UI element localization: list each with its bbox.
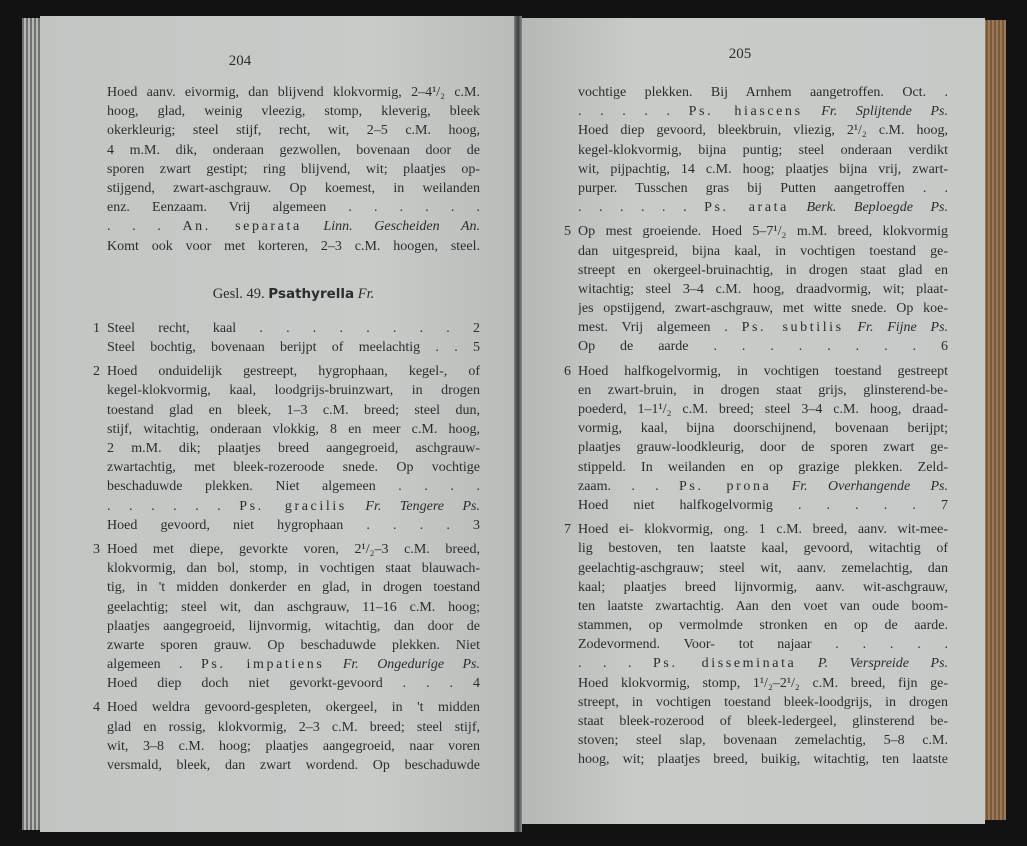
italic-text: Fr. <box>791 478 808 494</box>
key-number: 1 <box>93 320 100 336</box>
text-segment: . . . <box>107 219 183 235</box>
italic-text: Splijtende Ps. <box>855 104 948 120</box>
text-line: stijf, witachtig, onderaan vlokkig, 8 en meer c.M. hoog, <box>107 421 480 437</box>
text-line: toestand glad en bleek, 1–3 c.M. breed; steel dun, <box>107 402 480 418</box>
text-line: witachtig; steel 3–4 c.M. hoog, draadvormig, wit; plaat- <box>578 281 948 297</box>
text-line: dan uitgespreid, bijna kaal, in vochtigen toestand ge- <box>578 243 948 259</box>
genus-author: Fr. <box>357 285 375 302</box>
key-number: 3 <box>93 541 100 557</box>
text-line: Hoed onduidelijk gestreept, hygrophaan, kegel-, of <box>107 364 480 380</box>
text-line: poederd, 1–1¹/₂ c.M. breed; steel 3–4 c.M. hoog, draad- <box>578 402 948 417</box>
genus-name: Psathyrella <box>268 285 355 302</box>
page-number-left: 204 <box>228 53 252 69</box>
text-line: versmald, bleek, dan zwart wordend. Op beschaduwde <box>107 758 480 773</box>
continued-text <box>578 83 948 217</box>
text-line: Op mest groeiende. Hoed 5–7¹/₂ m.M. breed, klokvormig <box>578 224 948 240</box>
text-line: plaatjes aangegroeid, lijnvormig, witachtig, dan door de <box>107 618 480 634</box>
book-gutter <box>514 16 522 832</box>
text-segment: . . . . . <box>578 104 689 120</box>
text-line: Hoed niet halfkogelvormig . . . . . 7 <box>578 497 948 513</box>
text-line <box>578 477 948 496</box>
species-name: Ps. arata <box>704 200 789 216</box>
text-line: Hoed diep gevoord, bleekbruin, vliezig, 2¹/₂ c.M. hoog, <box>578 123 948 139</box>
text-line: Hoed klokvormig, stomp, 1¹/₂–2¹/₂ c.M. breed, fijn ge- <box>578 675 948 691</box>
italic-text: Ongedurige Ps. <box>377 657 480 673</box>
text-line <box>578 318 948 337</box>
text-line: enz. Eenzaam. Vrij algemeen . . . . . . <box>107 200 480 216</box>
text-line: geelachtig-aschgrauw; steel wit, aanv. zemelachtig, dan <box>578 560 948 576</box>
text-segment <box>381 499 400 514</box>
italic-text: Fr. <box>821 104 838 120</box>
text-line <box>107 217 480 236</box>
key-entry-1 <box>93 319 480 357</box>
text-line: stammen, op vermolmde stronken en op de aarde. <box>578 618 948 634</box>
italic-text: Berk. <box>806 200 837 216</box>
text-line: kegel-klokvormig, kaal, loodgrijs-bruinzwart, in drogen <box>107 383 480 399</box>
text-segment <box>347 499 366 514</box>
text-line <box>578 102 948 121</box>
text-line: beschaduwde plekken. Niet algemeen . . . . <box>107 479 480 495</box>
italic-text: Linn. <box>323 219 353 235</box>
text-line: stippeld. In weilanden en op grazige plekken. Zeld- <box>578 459 948 475</box>
key-number: 5 <box>564 224 571 240</box>
text-line: Hoed aanv. eivormig, dan blijvend klokvormig, 2–4¹/₂ c.M. <box>107 85 480 100</box>
species-name: Ps. hiascens <box>688 104 803 120</box>
continued-text <box>107 83 480 256</box>
text-segment <box>837 104 856 119</box>
text-line <box>107 655 480 674</box>
text-line: Hoed ei- klokvormig, ong. 1 c.M. breed, aanv. wit-mee- <box>578 522 948 538</box>
text-line: 4 m.M. dik, onderaan gezwollen, bovenaan door de <box>107 142 480 158</box>
text-line <box>578 198 948 217</box>
text-line: okerkleurig; steel stijf, recht, wit, 2–5 c.M. hoog, <box>107 123 480 139</box>
text-line: Op de aarde . . . . . . . . 6 <box>578 339 948 355</box>
text-segment <box>302 219 324 234</box>
right-page-edges <box>984 20 1006 820</box>
key-entry-4 <box>93 698 480 775</box>
text-segment <box>353 219 375 234</box>
text-line: Hoed weldra gevoord-gespleten, okergeel, in 't midden <box>107 700 480 716</box>
text-segment <box>844 320 858 335</box>
text-line: staat bleek-rozerood of bleek-ledergeel, glinsterend be- <box>578 714 948 729</box>
text-line: sporen zwart gestipt; ring blijvend, wit; plaatjes op- <box>107 161 480 177</box>
text-line: stoven; steel slap, bovenaan zemelachtig, 5–8 c.M. <box>578 733 948 749</box>
italic-text: P. <box>817 656 829 672</box>
text-segment <box>789 200 807 215</box>
left-page-text <box>93 83 480 775</box>
text-line: Hoed diep doch niet gevorkt-gevoord . . . 4 <box>107 676 480 692</box>
text-segment <box>324 657 342 672</box>
text-segment: . . . . . . <box>107 498 240 514</box>
text-line: hoog, wit; plaatjes breed, buikig, witachtig, ten laatste <box>578 752 948 768</box>
page-number-right: 205 <box>728 46 752 62</box>
text-line: purper. Tusschen gras bij Putten aangetroffen . . <box>578 180 948 196</box>
species-name: Ps. gracilis <box>239 498 347 514</box>
text-segment: zaam. . . <box>578 478 680 494</box>
italic-text: Fijne Ps. <box>887 320 948 336</box>
italic-text: Beploegde Ps. <box>853 200 948 216</box>
text-line: en zwart-bruin, in drogen staat grijs, glinsterend-be- <box>578 382 948 398</box>
italic-text: Gescheiden An. <box>374 219 480 235</box>
text-line: geelachtig; steel wit, dan aschgrauw, 11–16 c.M. hoog; <box>107 599 480 615</box>
heading-prefix: Gesl. 49. <box>212 285 265 302</box>
text-line: Hoed gevoord, niet hygrophaan . . . . 3 <box>107 517 480 533</box>
species-name: Ps. impatiens <box>200 657 325 673</box>
italic-text: Fr. <box>342 657 359 673</box>
text-line: wit, pijpachtig, 14 c.M. hoog; plaatjes bijna vrij, zwart- <box>578 161 948 177</box>
right-page-text <box>564 83 948 770</box>
text-line: vormig, kaal, bijna doorschijnend, bovenaan berijpt; <box>578 421 948 437</box>
key-entry-5 <box>564 222 948 356</box>
italic-text: Fr. <box>857 320 874 336</box>
text-line: wit, 3–8 c.M. hoog; plaatjes aangegroeid, naar voren <box>107 738 480 754</box>
key-number: 4 <box>93 700 100 716</box>
text-line: ten laatste zwartachtig. Aan den voet van oude boom- <box>578 598 948 614</box>
text-segment <box>771 479 791 494</box>
text-line: streept, in vochtigen toestand bleek-loodgrijs, in drogen <box>578 694 948 710</box>
text-line <box>107 497 480 516</box>
text-line: kegel-klokvormig, bijna puntig; steel onderaan verdikt <box>578 142 948 158</box>
italic-text: Overhangende Ps. <box>828 478 948 494</box>
italic-text: Tengere Ps. <box>399 498 480 514</box>
text-segment <box>359 657 377 672</box>
italic-text: Verspreide Ps. <box>849 656 948 672</box>
text-line: Steel recht, kaal . . . . . . . . 2 <box>107 320 480 336</box>
text-line: zwarte sporen grauw. Op beschaduwde plekken. Niet <box>107 637 480 653</box>
text-line: tig, in 't midden donkerder en glad, in drogen toestand <box>107 580 480 596</box>
italic-text: Fr. <box>365 498 382 514</box>
text-segment <box>808 479 828 494</box>
text-line: streept en okergeel-bruinachtig, in drogen staat glad en <box>578 262 948 278</box>
text-line: lig bestoven, ten laatste kaal, gevoord, witachtig of <box>578 541 948 557</box>
species-name: An. separata <box>182 219 302 235</box>
text-segment: . . . . . . <box>578 200 705 216</box>
text-segment: algemeen . <box>107 657 201 673</box>
text-line: Hoed met diepe, gevorkte voren, 2¹/₂–3 c.M. breed, <box>107 541 480 557</box>
key-entry-3 <box>93 540 480 694</box>
text-line: kaal; plaatjes breed lijnvormig, aanv. wit-aschgrauw, <box>578 579 948 595</box>
text-line: Steel bochtig, bovenaan berijpt of meelachtig . . 5 <box>107 340 480 356</box>
text-line: zwartachtig, met bleek-rozeroode snede. Op vochtige <box>107 460 480 476</box>
key-number: 2 <box>93 364 100 380</box>
text-segment <box>796 656 818 671</box>
text-line: stijgend, zwart-aschgrauw. Op koemest, in weilanden <box>107 180 480 196</box>
text-line: hoog, glad, weinig vleezig, stomp, kleverig, bleek <box>107 104 480 120</box>
text-segment: mest. Vrij algemeen . <box>578 320 742 336</box>
text-line: 2 m.M. dik; plaatjes breed aangegroeid, aschgrauw- <box>107 441 480 456</box>
key-number: 7 <box>564 522 571 538</box>
text-segment <box>803 104 822 119</box>
text-line: Komt ook voor met korteren, 2–3 c.M. hoogen, steel. <box>107 238 480 254</box>
text-segment <box>873 320 887 335</box>
genus-heading <box>107 285 480 304</box>
species-name: Ps. subtilis <box>741 320 844 336</box>
text-line: klokvormig, dan bol, stomp, in vochtigen staat blauwach- <box>107 561 480 577</box>
text-segment <box>828 656 850 671</box>
key-number: 6 <box>564 363 571 379</box>
text-line: Hoed halfkogelvormig, in vochtigen toestand gestreept <box>578 363 948 379</box>
text-segment: . . . <box>578 656 654 672</box>
species-name: Ps. disseminata <box>653 656 797 672</box>
text-line: glad en rossig, klokvormig, 2–3 c.M. breed; steel stijf, <box>107 719 480 735</box>
text-line: jes opstijgend, zwart-aschgrauw, met witte snede. Op koe- <box>578 301 948 317</box>
text-line: plaatjes grauw-loodkleurig, door de sporen zwart ge- <box>578 440 948 456</box>
text-line: vochtige plekken. Bij Arnhem aangetroffen. Oct. . <box>578 85 948 100</box>
key-entry-2 <box>93 362 480 535</box>
text-line: Zodevormend. Voor- tot najaar . . . . . <box>578 637 948 653</box>
text-segment <box>836 200 854 215</box>
key-entry-7 <box>564 520 948 769</box>
text-line <box>578 654 948 673</box>
key-entry-6 <box>564 362 948 516</box>
species-name: Ps. prona <box>679 478 772 494</box>
